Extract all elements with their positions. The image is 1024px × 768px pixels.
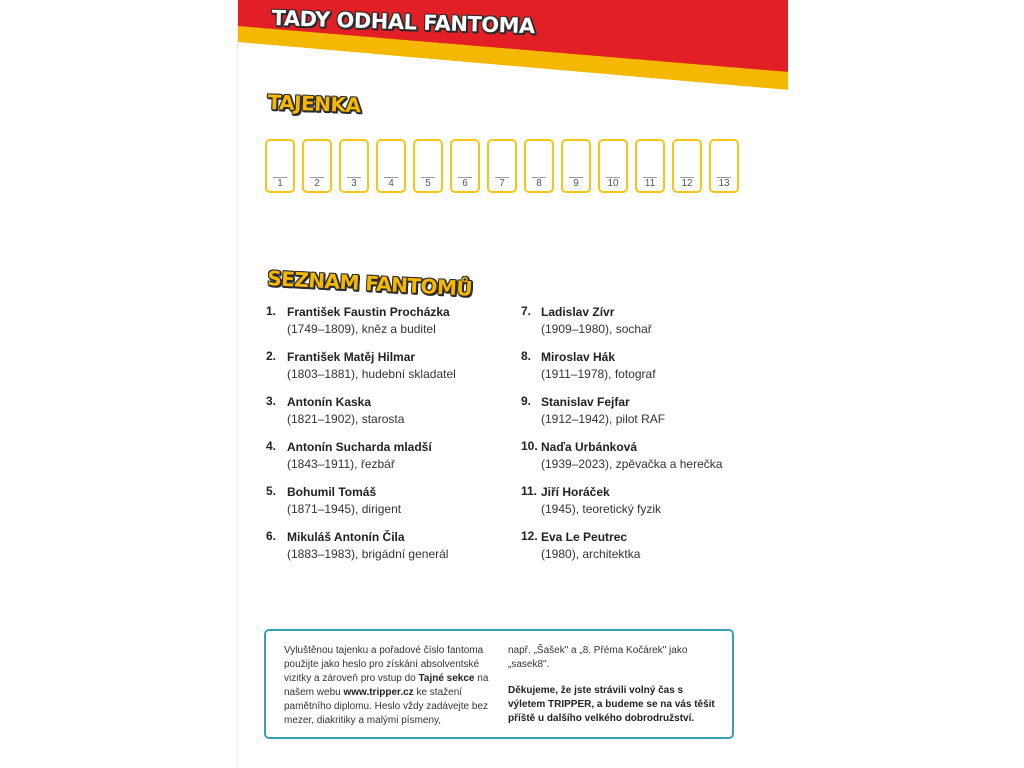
box-number: 10 xyxy=(607,178,619,189)
phantom-number: 8. xyxy=(521,349,532,363)
tajenka-box[interactable] xyxy=(635,139,665,193)
phantom-description: (1883–1983), brigádní generál xyxy=(287,547,449,561)
tajenka-box[interactable] xyxy=(413,139,443,193)
phantom-number: 2. xyxy=(266,349,277,363)
info-instructions: Vyluštěnou tajenku a pořadové číslo fantoma použijte jako heslo pro získání absolventské vizitky a zároveň pro vstup do Tajné sekce na našem webu www.tripper.cz ke stažení pamětního diplomu. Heslo vždy zadávejte bez mezer, diakritiky a malými písmeny, xyxy=(284,645,489,726)
box-number: 8 xyxy=(536,178,542,189)
phantom-entry xyxy=(266,439,506,484)
phantom-list-left xyxy=(266,304,506,574)
phantom-entry xyxy=(521,394,751,439)
box-number: 2 xyxy=(314,178,320,189)
phantom-number: 6. xyxy=(266,529,277,543)
phantom-entry xyxy=(521,349,751,394)
phantom-description: (1945), teoretický fyzik xyxy=(541,502,662,516)
phantom-description: (1821–1902), starosta xyxy=(287,412,405,426)
tajenka-box[interactable] xyxy=(524,139,554,193)
phantom-number: 11. xyxy=(521,484,538,498)
phantom-name: František Matěj Hilmar xyxy=(287,350,416,364)
phantom-name: Jiří Horáček xyxy=(541,485,610,499)
box-number: 5 xyxy=(425,178,431,189)
tajenka-title: TAJENKA xyxy=(267,90,361,118)
box-number: 13 xyxy=(718,178,730,189)
phantom-description: (1803–1881), hudební skladatel xyxy=(287,367,456,381)
box-number: 7 xyxy=(499,178,505,189)
tajenka-boxes xyxy=(265,139,739,193)
phantom-entry xyxy=(521,484,751,529)
phantom-name: Bohumil Tomáš xyxy=(287,485,377,499)
header-title: TADY ODHAL FANTOMA xyxy=(271,6,536,39)
thanks-message: Děkujeme, že jste strávili volný čas s výletem TRIPPER, a budeme se na vás těšit příště u dalšího velkého dobrodružství. xyxy=(508,685,715,724)
phantom-number: 4. xyxy=(266,439,277,453)
tajenka-box[interactable] xyxy=(450,139,480,193)
phantom-number: 3. xyxy=(266,394,277,408)
phantom-name: Eva Le Peutrec xyxy=(541,530,628,544)
phantom-entry xyxy=(266,394,506,439)
phantom-number: 7. xyxy=(521,304,532,318)
phantom-description: (1871–1945), dirigent xyxy=(287,502,402,516)
document-page xyxy=(237,0,788,768)
password-example: např. „Šašek" a „8. Přéma Kočárek" jako „sasek8". xyxy=(508,645,688,670)
tajenka-box[interactable] xyxy=(376,139,406,193)
phantom-entry xyxy=(266,529,506,574)
phantom-name: Stanislav Fejfar xyxy=(541,395,630,409)
secret-section-label: Tajné sekce xyxy=(418,673,475,684)
phantom-name: Mikuláš Antonín Čila xyxy=(287,530,405,544)
box-number: 9 xyxy=(573,178,579,189)
phantom-entry xyxy=(266,349,506,394)
tajenka-box[interactable] xyxy=(709,139,739,193)
phantom-entry xyxy=(521,304,751,349)
box-number: 6 xyxy=(462,178,468,189)
phantom-description: (1909–1980), sochař xyxy=(541,322,652,336)
website-link[interactable]: www.tripper.cz xyxy=(343,687,414,698)
tajenka-box[interactable] xyxy=(672,139,702,193)
tajenka-box[interactable] xyxy=(339,139,369,193)
box-number: 4 xyxy=(388,178,394,189)
phantom-description: (1843–1911), řezbář xyxy=(287,457,395,471)
phantom-number: 5. xyxy=(266,484,277,498)
phantom-name: Ladislav Zívr xyxy=(541,305,615,319)
tajenka-box[interactable] xyxy=(561,139,591,193)
box-number: 3 xyxy=(351,178,357,189)
phantom-description: (1749–1809), kněz a buditel xyxy=(287,322,436,336)
tajenka-box[interactable] xyxy=(598,139,628,193)
tajenka-box[interactable] xyxy=(487,139,517,193)
tajenka-box[interactable] xyxy=(302,139,332,193)
tajenka-box[interactable] xyxy=(265,139,295,193)
phantom-number: 10. xyxy=(521,439,538,453)
phantom-name: Miroslav Hák xyxy=(541,350,616,364)
box-number: 1 xyxy=(277,178,283,189)
phantom-description: (1912–1942), pilot RAF xyxy=(541,412,666,426)
phantom-number: 12. xyxy=(521,529,538,543)
box-number: 12 xyxy=(681,178,693,189)
phantom-list-right xyxy=(521,304,751,574)
phantom-name: Antonín Sucharda mladší xyxy=(287,440,432,454)
info-box xyxy=(264,629,734,739)
phantom-entry xyxy=(521,529,751,574)
box-number: 11 xyxy=(644,178,656,189)
phantom-entry xyxy=(266,304,506,349)
phantom-entry xyxy=(266,484,506,529)
phantom-name: František Faustin Procházka xyxy=(287,305,450,319)
phantom-name: Antonín Kaska xyxy=(287,395,372,409)
phantom-description: (1911–1978), fotograf xyxy=(541,367,656,381)
phantom-name: Naďa Urbánková xyxy=(541,440,637,454)
seznam-title: SEZNAM FANTOMŮ xyxy=(266,266,473,301)
phantom-entry xyxy=(521,439,751,484)
phantom-description: (1980), architektka xyxy=(541,547,641,561)
phantom-number: 1. xyxy=(266,304,277,318)
phantom-number: 9. xyxy=(521,394,532,408)
info-example-and-thanks xyxy=(508,644,723,726)
phantom-description: (1939–2023), zpěvačka a herečka xyxy=(541,457,723,471)
